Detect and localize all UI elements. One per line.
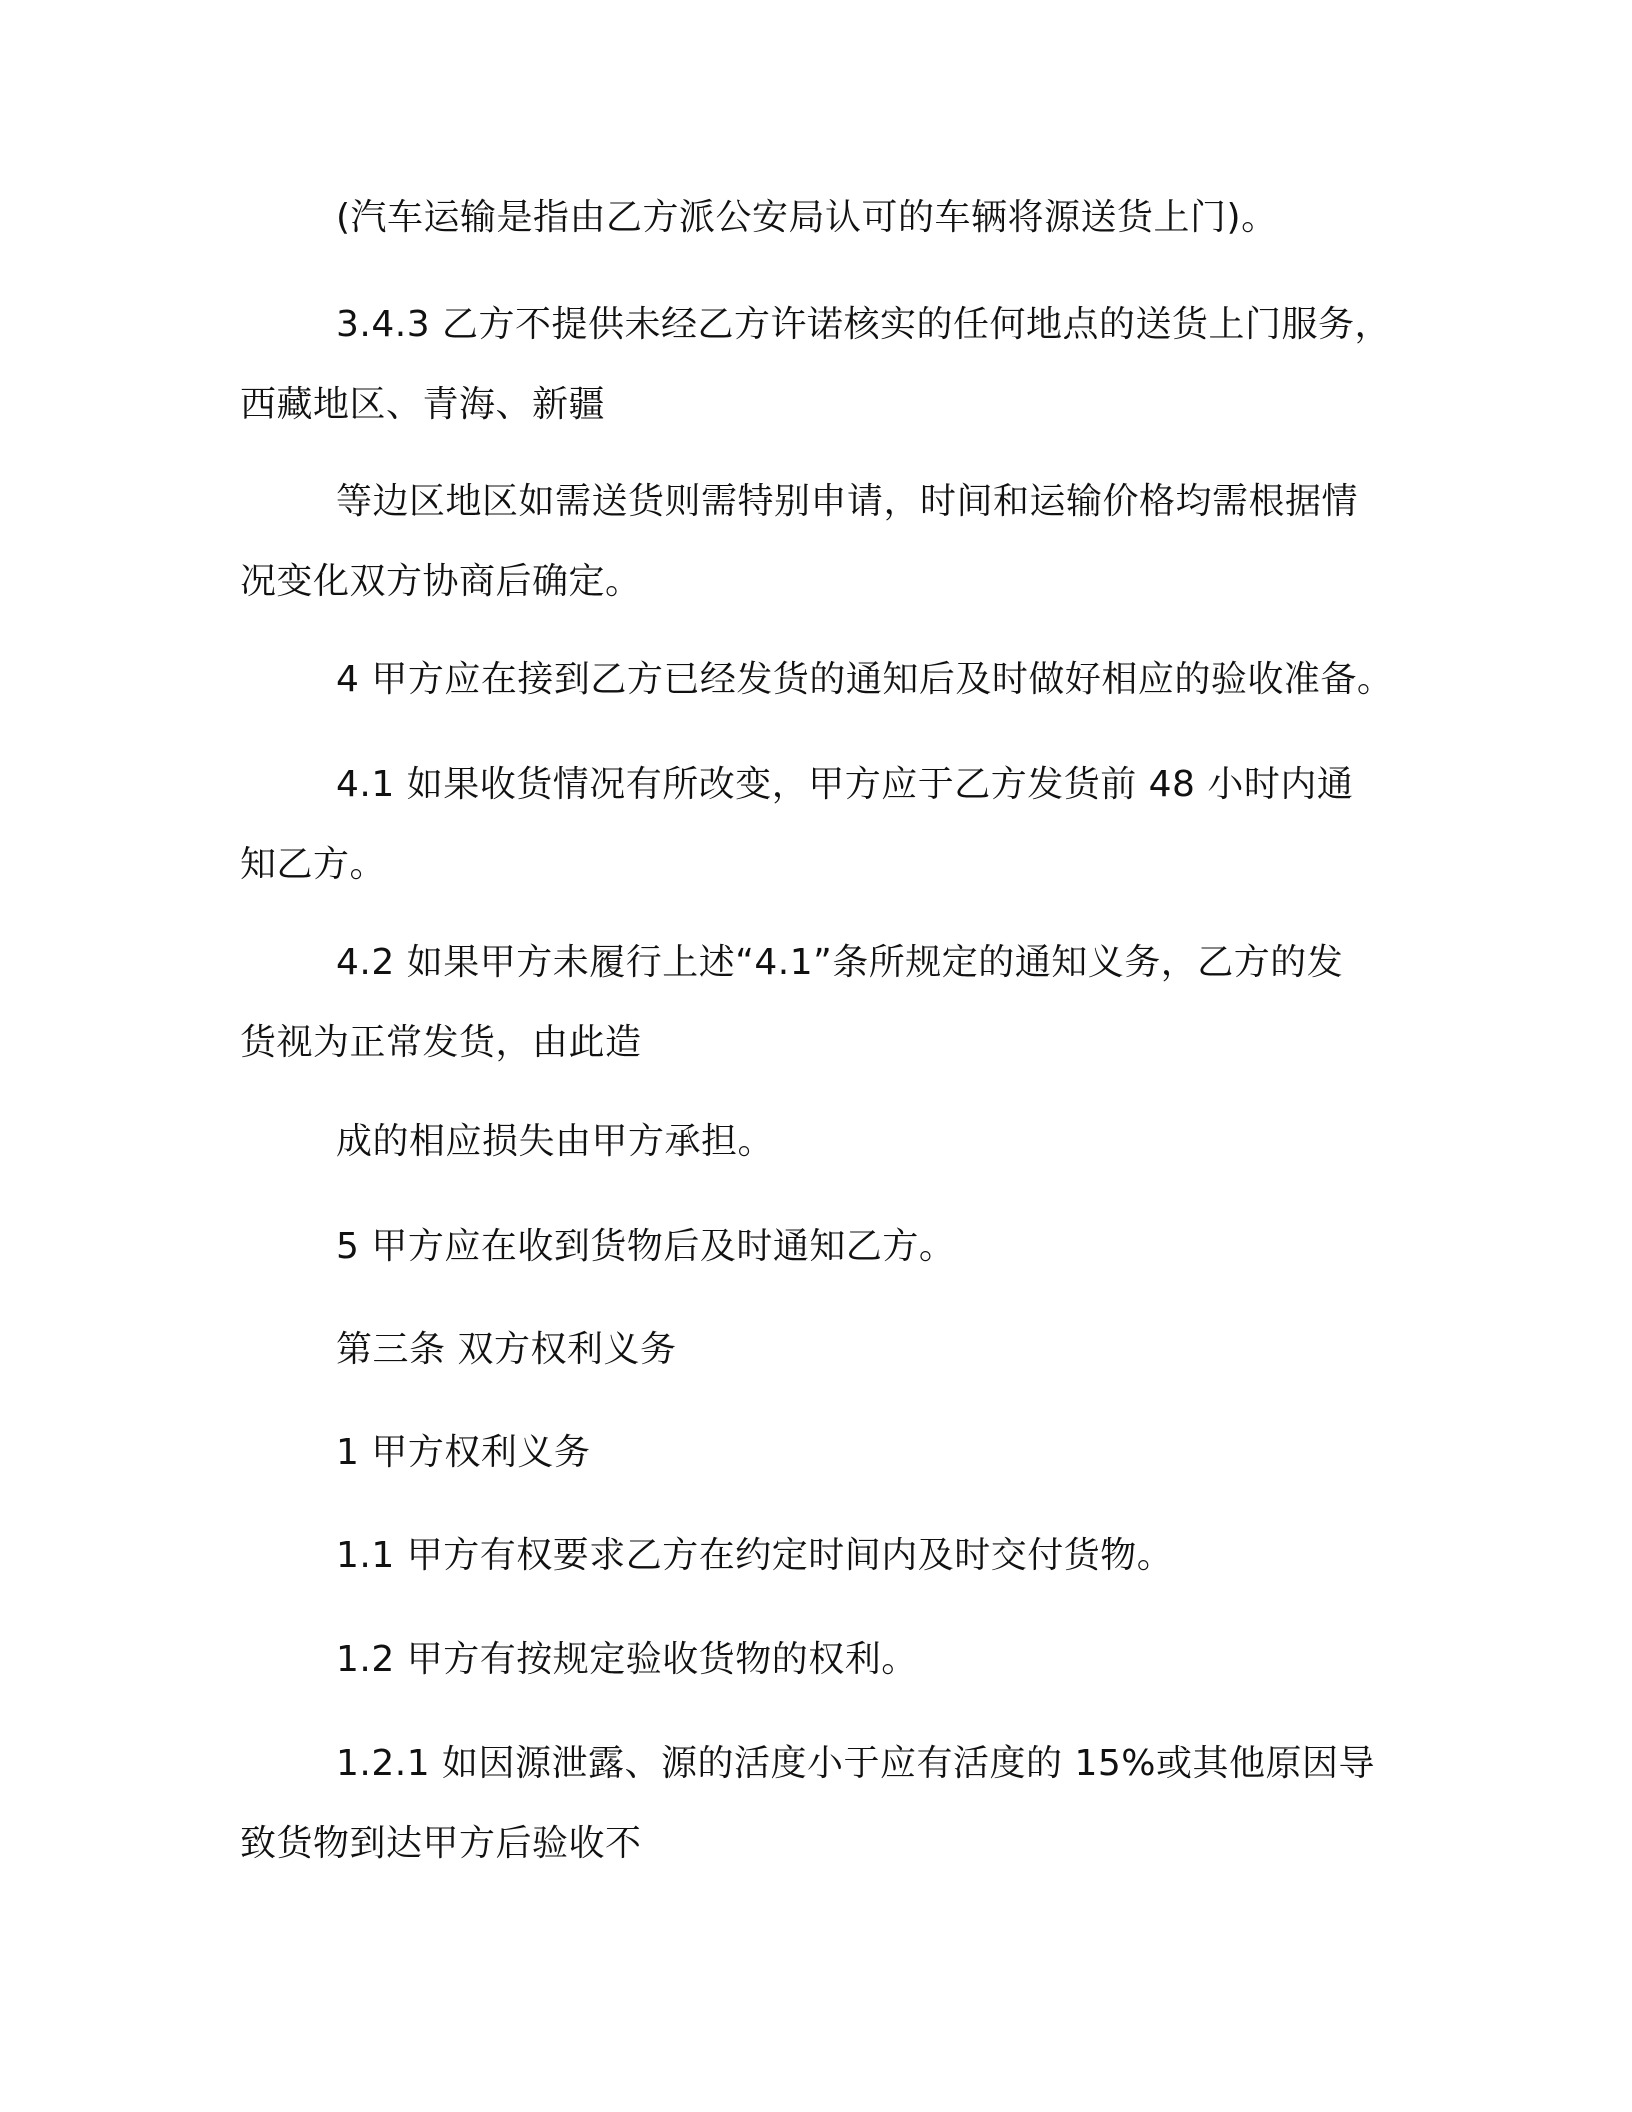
paragraph-line: 1.2 甲方有按规定验收货物的权利。 [336, 1639, 918, 1680]
paragraph-line: 1.2.1 如因源泄露、源的活度小于应有活度的 15%或其他原因导 [336, 1743, 1376, 1784]
paragraph-10 [240, 1413, 1410, 1493]
paragraph-line: 1.1 甲方有权要求乙方在约定时间内及时交付货物。 [336, 1535, 1174, 1576]
paragraph-line: 知乙方。 [240, 844, 387, 885]
paragraph-11 [240, 1516, 1410, 1596]
paragraph-line: (汽车运输是指由乙方派公安局认可的车辆将源送货上门)。 [336, 197, 1278, 238]
paragraph-line: 3.4.3 乙方不提供未经乙方许诺核实的任何地点的送货上门服务， [336, 304, 1392, 345]
paragraph-1 [240, 178, 1410, 258]
paragraph-line: 第三条 双方权利义务 [336, 1329, 677, 1370]
paragraph-6 [240, 923, 1410, 1083]
paragraph-13 [240, 1724, 1410, 1884]
paragraph-8 [240, 1207, 1410, 1287]
paragraph-5 [240, 745, 1410, 905]
paragraph-line: 西藏地区、青海、新疆 [240, 384, 606, 425]
paragraph-line: 5 甲方应在收到货物后及时通知乙方。 [336, 1226, 956, 1267]
paragraph-line: 况变化双方协商后确定。 [240, 561, 642, 602]
paragraph-7 [240, 1102, 1410, 1182]
paragraph-line: 致货物到达甲方后验收不 [240, 1823, 642, 1864]
paragraph-line: 成的相应损失由甲方承担。 [336, 1121, 775, 1162]
paragraph-line: 1 甲方权利义务 [336, 1432, 591, 1473]
paragraph-line: 4.2 如果甲方未履行上述“4.1”条所规定的通知义务，乙方的发 [336, 942, 1344, 983]
section-heading [240, 1310, 1410, 1390]
paragraph-line: 货视为正常发货，由此造 [240, 1022, 642, 1063]
paragraph-3 [240, 462, 1410, 622]
paragraph-4 [240, 640, 1410, 720]
paragraph-line: 4.1 如果收货情况有所改变，甲方应于乙方发货前 48 小时内通 [336, 764, 1354, 805]
paragraph-12 [240, 1620, 1410, 1700]
paragraph-line: 等边区地区如需送货则需特别申请，时间和运输价格均需根据情 [336, 481, 1359, 522]
paragraph-line: 4 甲方应在接到乙方已经发货的通知后及时做好相应的验收准备。 [336, 659, 1394, 700]
paragraph-2 [240, 285, 1410, 445]
